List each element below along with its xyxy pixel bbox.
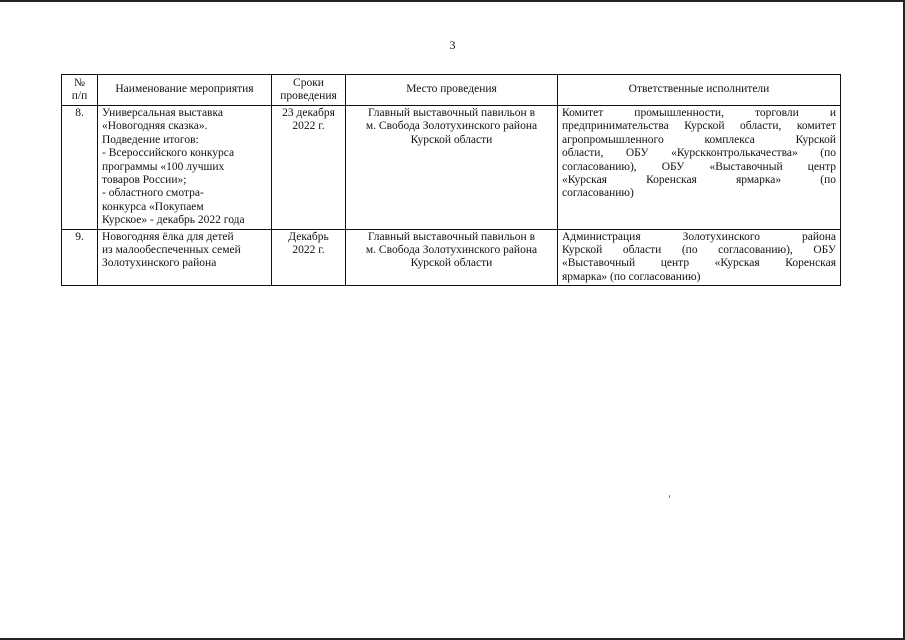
scan-speck [669,495,670,498]
table-row [62,229,841,286]
row-place: Главный выставочный павильон в м. Свобода Золотухинского района Курской области [346,229,558,286]
header-name: Наименование мероприятия [98,75,272,106]
row-event-name: Универсальная выставка «Новогодняя сказка». Подведение итогов: - Всероссийского конкурса программы «100 лучших товаров России»; - областного смотра- конкурса «Покупаем Курское» - декабрь 2022 года [98,106,272,230]
header-date: Сроки проведения [272,75,346,106]
row-date: 23 декабря 2022 г. [272,106,346,230]
header-resp: Ответственные исполнители [558,75,841,106]
scan-edge-top [0,0,905,2]
table-header-row [62,75,841,106]
row-place: Главный выставочный павильон в м. Свобода Золотухинского района Курской области [346,106,558,230]
events-table [61,74,841,286]
row-date: Декабрь 2022 г. [272,229,346,286]
row-num: 9. [62,229,98,286]
row-event-name: Новогодняя ёлка для детей из малообеспеченных семей Золотухинского района [98,229,272,286]
row-num: 8. [62,106,98,230]
page-number: 3 [449,38,456,52]
row-responsible: Комитет промышленности, торговли и предпринимательства Курской области, комитет агропромышленного комплекса Курской области, ОБУ «Курскконтролькачества» (по согласованию), ОБУ «Выставочный центр «Курская Коренская ярмарка» (по согласованию) [558,106,841,230]
header-place: Место проведения [346,75,558,106]
row-responsible: Администрация Золотухинского района Курской области (по согласованию), ОБУ «Выставочный центр «Курская Коренская ярмарка» (по согласованию) [558,229,841,286]
table-row [62,106,841,230]
header-num: № п/п [62,75,98,106]
